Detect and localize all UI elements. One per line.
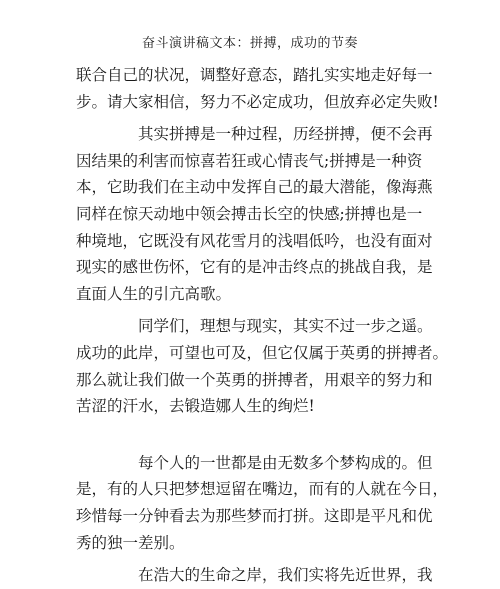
text-line: 直面人生的引亢高歌。 — [76, 284, 232, 303]
text-line: 是，有的人只把梦想逗留在嘴边，而有的人就在今日， — [76, 480, 449, 499]
text-line: 步。请大家相信，努力不必定成功，但放弃必定失败! — [76, 92, 439, 111]
text-line: 其实拼搏是一种过程，历经拼搏，便不会再 — [138, 125, 433, 144]
paragraph — [76, 562, 433, 585]
text-line: 苦涩的汗水，去锻造娜人生的绚烂! — [76, 397, 315, 416]
paragraph — [76, 121, 433, 307]
text-line: 在浩大的生命之岸，我们实将先近世界，我 — [138, 566, 433, 585]
text-line: 同学们，理想与现实，其实不过一步之遥。 — [138, 317, 433, 336]
paragraph — [76, 313, 449, 419]
text-line: 种境地，它既没有风花雪月的浅唱低吟，也没有面对 — [76, 231, 433, 250]
text-line: 每个人的一世都是由无数多个梦构成的。但 — [138, 453, 433, 472]
page-header: 奋斗演讲稿文本：拼搏，成功的节奏 — [141, 36, 358, 51]
text-line: 现实的感世伤怀，它有的是冲击终点的挑战自我，是 — [76, 258, 433, 277]
document-body — [76, 62, 449, 585]
text-line: 那么就让我们做一个英勇的拼搏者，用艰辛的努力和 — [76, 370, 433, 389]
paragraph — [76, 62, 439, 115]
text-line: 同样在惊天动地中领会搏击长空的快感;拼搏也是一 — [76, 204, 423, 223]
text-line: 本，它助我们在主动中发挥自己的最大潜能，像海燕 — [76, 178, 433, 197]
paragraph — [76, 450, 449, 556]
text-line: 成功的此岸，可望也可及，但它仅属于英勇的拼搏者。 — [76, 343, 449, 362]
text-line: 珍惜每一分钟看去为那些梦而打拼。这即是平凡和优 — [76, 506, 433, 525]
text-line: 因结果的利害而惊喜若狂或心情丧气;拼搏是一种资 — [76, 151, 423, 170]
text-line: 联合自己的状况，调整好意态，踏扎实实地走好每一 — [76, 66, 433, 84]
text-line: 秀的独一差别。 — [76, 533, 185, 552]
